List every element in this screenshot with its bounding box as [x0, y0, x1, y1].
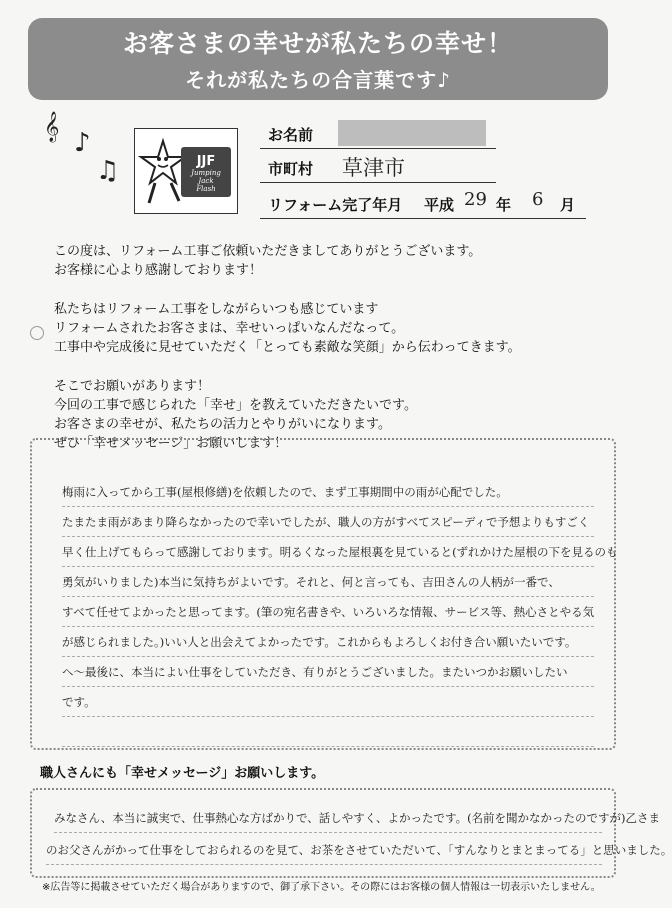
music-note-icon: ♫	[96, 156, 120, 186]
completion-field	[260, 186, 586, 219]
city-label: 市町村	[268, 160, 314, 178]
craftsman-message-line: みなさん、本当に誠実で、仕事熱心な方ばかりで、話しやすく、よかったです。(名前を聞かなかったのですが)乙さま	[54, 810, 602, 833]
music-note-icon: ♪	[74, 128, 91, 158]
logo-text: Jumping	[191, 169, 221, 177]
logo-text: Jack	[198, 177, 214, 185]
year-unit: 年	[496, 196, 512, 214]
name-field	[260, 116, 496, 149]
city-field	[260, 150, 496, 183]
customer-message-line: すべて任せてよかったと思ってます。(筆の宛名書きや、いろいろな情報、サービス等、熱心さとやる気	[62, 604, 594, 627]
craftsman-heading: 職人さんにも「幸せメッセージ」お願いします。	[40, 766, 325, 781]
customer-message-line: が感じられました。)いい人と出会えてよかったです。これからもよろしくお付き合い願いたいです。	[62, 634, 594, 657]
customer-message-line: 勇気がいりました)本当に気持ちがよいです。それと、何と言っても、吉田さんの人柄が一番で、	[62, 574, 594, 597]
customer-message-line: 梅雨に入ってから工事(屋根修繕)を依頼したので、まず工事期間中の雨が心配でした。	[62, 484, 594, 507]
intro-line: ぜひ「幸せメッセージ」お願いします！	[54, 436, 288, 451]
name-redacted	[338, 120, 486, 146]
punch-hole	[30, 326, 44, 340]
intro-line: この度は、リフォーム工事ご依頼いただきましてありがとうございます。	[54, 244, 482, 259]
intro-line: 今回の工事で感じられた「幸せ」を教えていただきたいです。	[54, 398, 417, 413]
intro-line: お客様に心より感謝しております！	[54, 263, 263, 278]
intro-line: 工事中や完成後に見せていただく「とっても素敵な笑顔」から伝わってきます。	[54, 340, 521, 355]
intro-line: そこでお願いがあります！	[54, 379, 211, 394]
city-value: 草津市	[342, 156, 405, 180]
banner-subtitle: それが私たちの合言葉です♪	[185, 68, 451, 92]
customer-message-line: たまたま雨があまり降らなかったので幸いでしたが、職人の方がすべてスピーディで予想よりもすごく	[62, 514, 594, 537]
music-note-icon: 𝄞	[44, 112, 60, 142]
craftsman-message-line: のお父さんがかって仕事をしておられるのを見て、お茶をさせていただいて、「すんなりとまとまってる」と思いました。	[46, 842, 602, 865]
intro-line: 私たちはリフォーム工事をしながらいつも感じています	[54, 302, 379, 317]
footer-note: ※広告等に掲載させていただく場合がありますので、御了承下さい。その際にはお客様の個人情報は一切表示いたしません。	[42, 882, 601, 893]
name-label: お名前	[268, 126, 314, 144]
customer-message-line: 早く仕上げてもらって感謝しております。明るくなった屋根裏を見ていると(ずれかけた屋根の下を見るのも	[62, 544, 594, 567]
completion-label: リフォーム完了年月	[268, 196, 403, 214]
intro-line: リフォームされたお客さまは、幸せいっぱいなんだなって。	[54, 321, 405, 336]
banner-title: お客さまの幸せが私たちの幸せ！	[122, 29, 513, 58]
intro-line: お客さまの幸せが、私たちの活力とやりがいになります。	[54, 417, 391, 432]
logo-text: Flash	[196, 185, 216, 193]
customer-message-line: です。	[62, 694, 594, 717]
era-label: 平成	[424, 196, 455, 214]
month-value: 6	[532, 189, 544, 210]
year-value: 29	[464, 189, 487, 210]
company-logo	[134, 128, 238, 214]
header-banner	[28, 18, 608, 100]
month-unit: 月	[560, 196, 576, 214]
customer-message-line: へ〜最後に、本当によい仕事をしていただき、有りがとうございました。またいつかお願いしたい	[62, 664, 594, 687]
logo-text: JJF	[196, 154, 216, 169]
customer-message-line	[62, 724, 594, 747]
